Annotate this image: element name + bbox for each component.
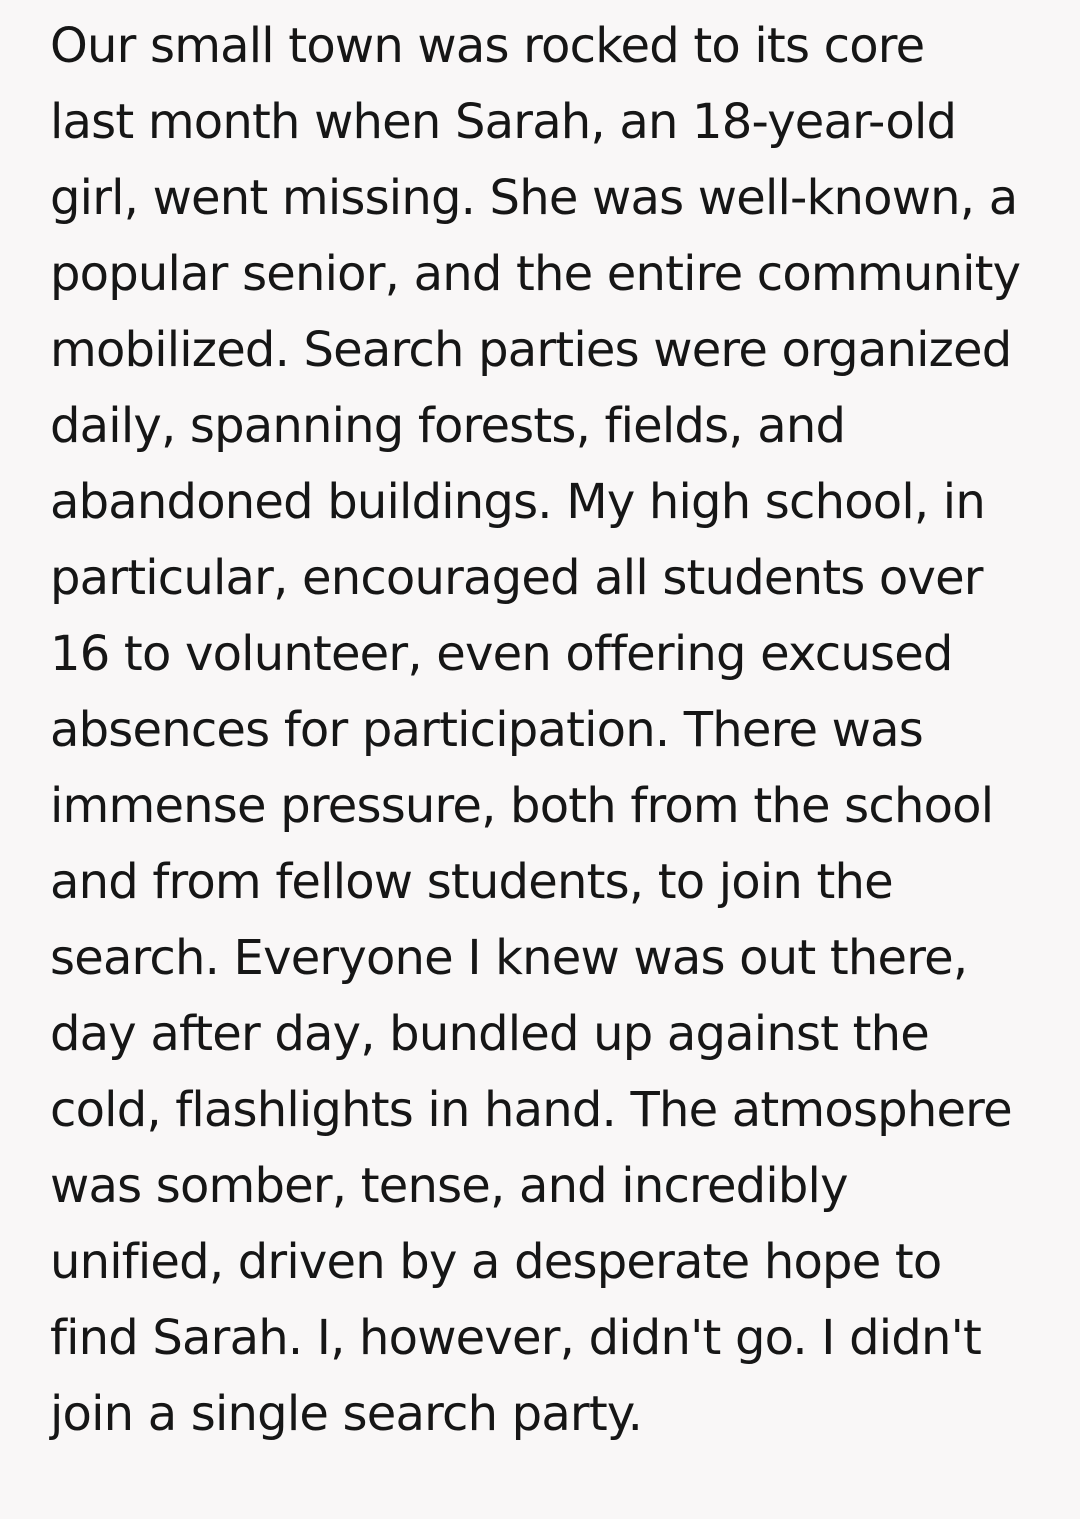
story-line-6: daily, spanning forests, fields, and [50,398,846,454]
story-line-11: immense pressure, both from the school [50,778,994,834]
story-line-13: search. Everyone I knew was out there, [50,930,968,986]
story-line-9: 16 to volunteer, even offering excused [50,626,953,682]
story-line-8: particular, encouraged all students over [50,550,983,606]
story-line-7: abandoned buildings. My high school, in [50,474,985,530]
story-line-15: cold, flashlights in hand. The atmosphere [50,1082,1012,1138]
story-line-17: unified, driven by a desperate hope to [50,1234,942,1290]
story-line-18: find Sarah. I, however, didn't go. I didn't [50,1310,981,1366]
story-line-5: mobilized. Search parties were organized [50,322,1012,378]
story-line-2: last month when Sarah, an 18-year-old [50,94,957,150]
story-line-14: day after day, bundled up against the [50,1006,930,1062]
story-line-3: girl, went missing. She was well-known, a [50,170,1018,226]
story-line-10: absences for participation. There was [50,702,923,758]
story-line-1: Our small town was rocked to its core [50,18,925,74]
story-line-12: and from fellow students, to join the [50,854,893,910]
story-paragraph [50,8,1060,1452]
story-line-4: popular senior, and the entire community [50,246,1021,302]
story-line-16: was somber, tense, and incredibly [50,1158,848,1214]
story-line-19: join a single search party. [50,1386,643,1442]
